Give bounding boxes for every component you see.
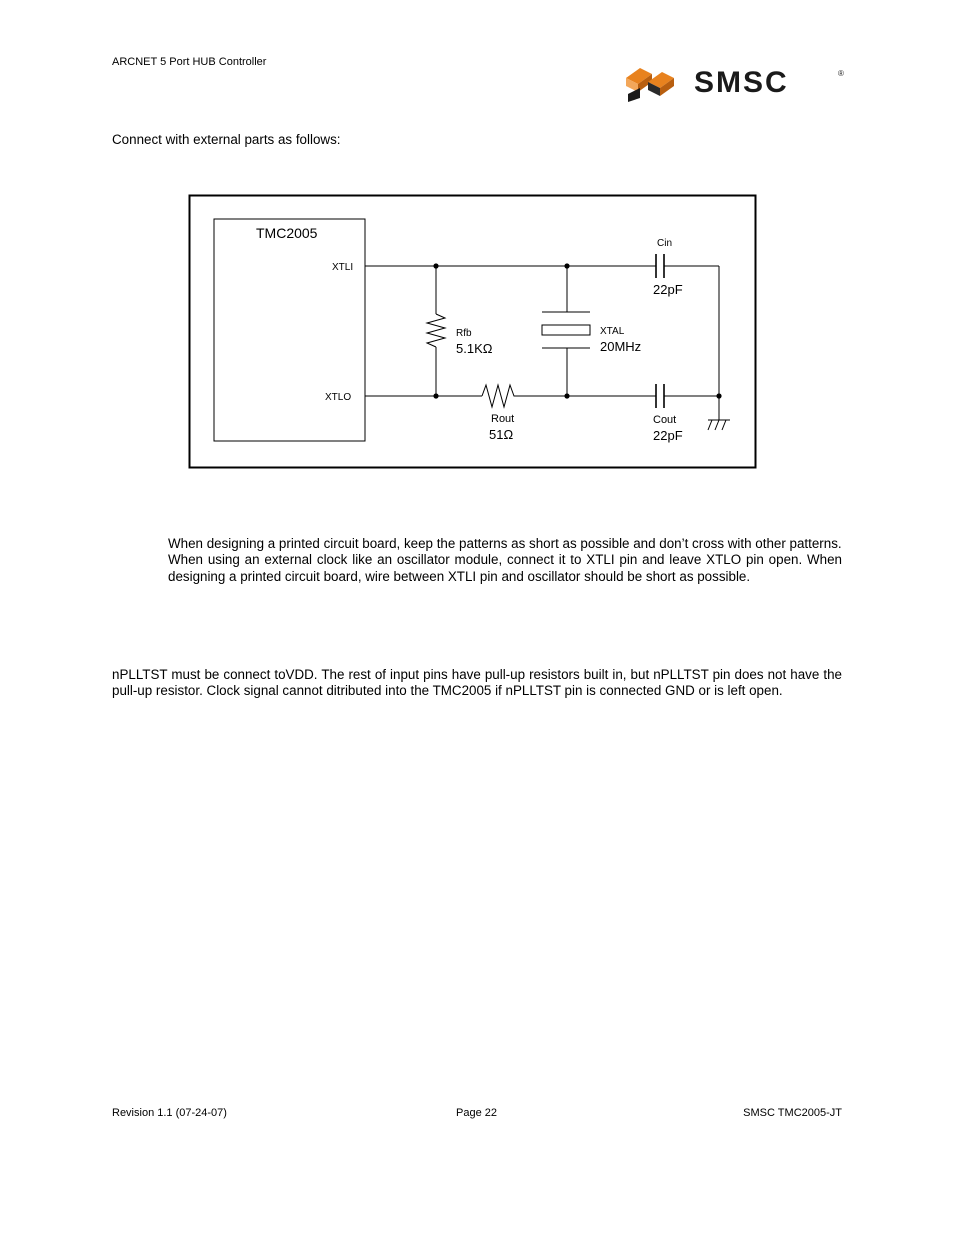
npllst-paragraph xyxy=(112,667,842,700)
rfb-label: Rfb xyxy=(456,328,472,339)
footer-page-number: Page 22 xyxy=(456,1107,497,1119)
chip-name: TMC2005 xyxy=(256,225,318,241)
cin-label: Cin xyxy=(657,238,673,249)
smsc-logo xyxy=(622,60,848,104)
footer-doc-id: SMSC TMC2005-JT xyxy=(743,1107,842,1119)
rout-label: Rout xyxy=(491,413,515,425)
rfb-resistor xyxy=(427,314,445,347)
crystal-symbol xyxy=(542,325,590,335)
chip-box xyxy=(214,219,365,441)
note-external-clock: When using an external clock like an oscillator module, connect it to XTLI pin and leave XTLO pin open. When designing a printed circuit board, wire between XTLI pin and oscillator should be short as possible. xyxy=(168,552,842,584)
pin-xtli-label: XTLI xyxy=(332,262,354,273)
ground-icon xyxy=(708,396,730,430)
logo-registered-mark: ® xyxy=(838,69,844,78)
cout-value: 22pF xyxy=(653,428,683,443)
logo-mark-icon xyxy=(626,68,674,102)
pin-xtlo-label: XTLO xyxy=(325,392,352,403)
rout-resistor xyxy=(482,385,518,407)
note-pcb-patterns: When designing a printed circuit board, keep the patterns as short as possible and don’t cross with other patterns. xyxy=(168,536,842,551)
logo-text: SMSC xyxy=(694,66,789,99)
crystal-circuit-diagram xyxy=(188,194,758,469)
header-title: ARCNET 5 Port HUB Controller xyxy=(112,56,267,68)
npllst-text: nPLLTST must be connect toVDD. The rest of input pins have pull-up resistors built in, but nPLLTST pin does not have the pull-up resistor. Clock signal cannot ditributed into the TMC2005 if nPLLTST pin is connected GND or is left open. xyxy=(112,667,842,699)
rout-value: 51Ω xyxy=(489,427,514,442)
cout-label: Cout xyxy=(653,414,677,426)
footer-revision: Revision 1.1 (07-24-07) xyxy=(112,1107,227,1119)
xtal-value: 20MHz xyxy=(600,339,642,354)
intro-text: Connect with external parts as follows: xyxy=(112,132,341,147)
xtal-label: XTAL xyxy=(600,326,625,337)
cin-value: 22pF xyxy=(653,282,683,297)
rfb-value: 5.1KΩ xyxy=(456,341,493,356)
design-notes xyxy=(168,536,842,585)
